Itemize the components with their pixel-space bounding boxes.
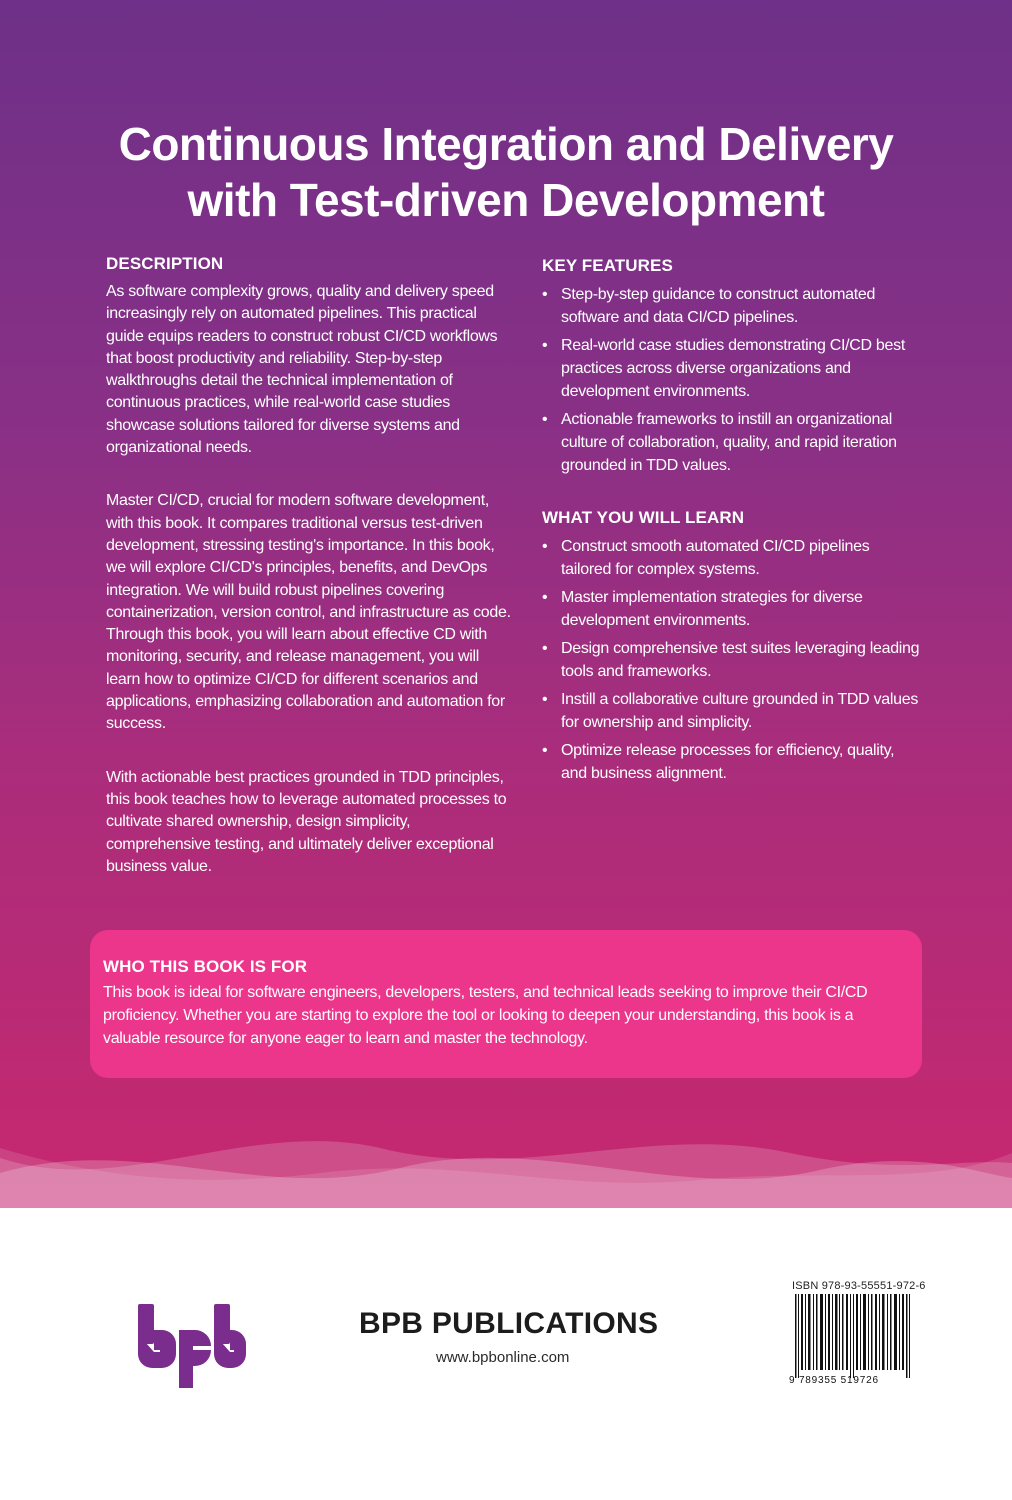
learn-item: • Construct smooth automated CI/CD pipelines tailored for complex systems. [542,535,922,581]
book-title-line-1: Continuous Integration and Delivery [118,118,894,170]
barcode-digits: 9 789355 519726 [789,1375,879,1384]
description-section [106,253,516,909]
description-heading: DESCRIPTION [106,254,224,273]
book-title-line-2: with Test-driven Development [187,174,825,226]
key-feature-item: • Actionable frameworks to instill an organizational culture of collaboration, quality, and rapid iteration grounded in TDD values. [542,408,922,477]
publisher-url: www.bpbonline.com [436,1349,570,1366]
learn-item: • Design comprehensive test suites leveraging leading tools and frameworks. [542,637,922,683]
key-feature-item: • Real-world case studies demonstrating CI/CD best practices across diverse organizations and development environments. [542,334,922,403]
bpb-logo-icon [135,1302,247,1390]
bullet-icon: • [542,411,548,428]
what-you-will-learn-list [542,535,922,785]
key-features-list [542,283,922,477]
book-title [0,116,1012,228]
bullet-icon: • [542,538,548,555]
bullet-icon: • [542,286,548,303]
description-paragraph-1: As software complexity grows, quality and delivery speed increasingly rely on automated pipelines. This practical guide equips readers to construct robust CI/CD workflows that boost productivity and reliability. Step-by-step walkthroughs detail the technical implementation of continuous practices, while real-world case studies showcase solutions tailored for diverse systems and organizational needs. [106,283,498,457]
decorative-waves [0,1118,1012,1208]
who-this-book-is-for-text: This book is ideal for software engineers, developers, testers, and technical leads seeking to improve their CI/CD proficiency. Whether you are starting to explore the tool or looking to deepen your understanding, this book is a valuable resource for anyone eager to learn and master the technology. [103,984,868,1047]
bullet-icon: • [542,337,548,354]
who-this-book-is-for-heading: WHO THIS BOOK IS FOR [103,957,308,976]
learn-item: • Master implementation strategies for diverse development environments. [542,586,922,632]
learn-item: • Instill a collaborative culture grounded in TDD values for ownership and simplicity. [542,688,922,734]
who-this-book-is-for-box [90,930,922,1078]
bullet-icon: • [542,742,548,759]
description-paragraph-3: With actionable best practices grounded in TDD principles, this book teaches how to leverage automated processes to cultivate shared ownership, design simplicity, comprehensive testing, and ultimately deliver exceptional business value. [106,768,507,875]
isbn-label: ISBN 978-93-55551-972-6 [792,1280,926,1292]
publisher-name: BPB PUBLICATIONS [359,1307,659,1340]
bullet-icon: • [542,589,548,606]
right-column [542,255,922,815]
key-features-heading: KEY FEATURES [542,256,673,275]
what-you-will-learn-heading: WHAT YOU WILL LEARN [542,508,745,527]
bullet-icon: • [542,640,548,657]
key-feature-item: • Step-by-step guidance to construct automated software and data CI/CD pipelines. [542,283,922,329]
learn-item: • Optimize release processes for efficiency, quality, and business alignment. [542,739,922,785]
bullet-icon: • [542,691,548,708]
description-paragraph-2: Master CI/CD, crucial for modern software development, with this book. It compares traditional versus test-driven development, stressing testing's importance. In this book, we will explore CI/CD's principles, benefits, and DevOps integration. We will build robust pipelines covering containerization, version control, and infrastructure as code. Through this book, you will learn about effective CD with monitoring, security, and release management, you will learn how to optimize CI/CD for different scenarios and applications, emphasizing collaboration and automation for success. [106,492,511,733]
isbn-barcode [787,1294,922,1384]
